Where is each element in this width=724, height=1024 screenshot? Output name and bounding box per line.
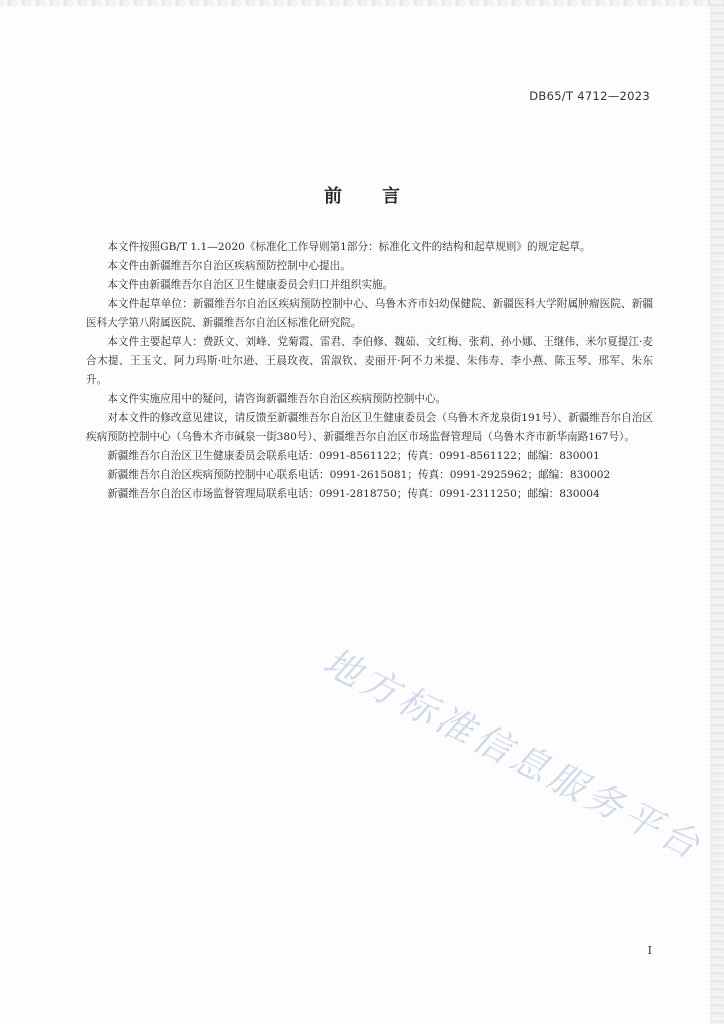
contact-line-health-commission: 新疆维吾尔自治区卫生健康委员会联系电话：0991-8561122；传真：0991-8561122；邮编：830001 xyxy=(107,450,600,462)
paragraph-drafting-rules: 本文件按照GB/T 1.1—2020《标准化工作导则第1部分：标准化文件的结构和起草规则》的规定起草。 xyxy=(107,241,591,253)
scan-artifact-right-edge xyxy=(710,0,724,1024)
watermark: 地方标准信息服务平台 xyxy=(316,640,711,870)
paragraph-administrator: 本文件由新疆维吾尔自治区卫生健康委员会归口并组织实施。 xyxy=(107,279,394,291)
scan-artifact-top xyxy=(0,0,724,6)
paragraph-feedback: 对本文件的修改意见建议，请反馈至新疆维吾尔自治区卫生健康委员会（乌鲁木齐龙泉街191号）、新疆维吾尔自治区疾病预防控制中心（乌鲁木齐市碱泉一街380号）、新疆维吾尔自治区市场监督管理局（乌鲁木齐市新华南路167号）。 xyxy=(86,412,653,443)
page-title: 前言 xyxy=(324,186,440,207)
page-number: I xyxy=(647,944,652,957)
contact-line-cdc: 新疆维吾尔自治区疾病预防控制中心联系电话：0991-2615081；传真：0991-2925962；邮编：830002 xyxy=(107,469,611,481)
paragraph-drafting-units: 本文件起草单位：新疆维吾尔自治区疾病预防控制中心、乌鲁木齐市妇幼保健院、新疆医科大学附属肿瘤医院、新疆医科大学第八附属医院、新疆维吾尔自治区标准化研究院。 xyxy=(86,298,653,329)
contact-line-market-supervision: 新疆维吾尔自治区市场监督管理局联系电话：0991-2818750；传真：0991-2311250；邮编：830004 xyxy=(107,488,600,500)
paragraph-inquiries: 本文件实施应用中的疑问，请咨询新疆维吾尔自治区疾病预防控制中心。 xyxy=(107,393,447,405)
paragraph-drafters: 本文件主要起草人：费跃文、刘峰、党菊霞、雷君、李伯修、魏茹、文红梅、张莉、孙小娜、王继伟、米尔夏提江·麦合木提、王玉文、阿力玛斯·吐尔逊、王晨玫夜、雷淑钦、麦丽开·阿不力米提、朱伟寿、李小燕、陈玉琴、邢军、朱东升。 xyxy=(86,336,653,386)
document-code: DB65/T 4712—2023 xyxy=(529,89,650,103)
foreword-body xyxy=(86,238,653,504)
paragraph-proposer: 本文件由新疆维吾尔自治区疾病预防控制中心提出。 xyxy=(107,260,351,272)
